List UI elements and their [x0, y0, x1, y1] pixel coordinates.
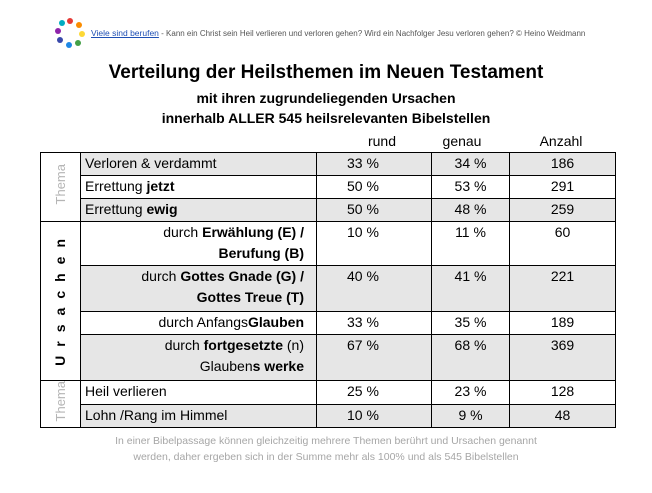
cell-anzahl: 221	[510, 266, 616, 312]
cell-genau: 9 %	[432, 404, 510, 428]
cell-genau: 68 %	[432, 335, 510, 381]
row-label: Errettung ewig	[81, 199, 317, 222]
cell-genau: 53 %	[432, 176, 510, 199]
row-label: Heil verlieren	[81, 381, 317, 405]
table-row	[41, 381, 616, 405]
table-row	[41, 176, 616, 199]
table-row	[41, 312, 616, 335]
cell-genau: 34 %	[432, 153, 510, 176]
brand-link[interactable]: Viele sind berufen	[91, 28, 159, 38]
cell-rund: 10 %	[317, 404, 432, 428]
col-header-anzahl: Anzahl	[539, 133, 583, 149]
cell-rund: 40 %	[317, 266, 432, 312]
footnote-line-1: In einer Bibelpassage können gleichzeitig mehrere Themen berührt und Ursachen genannt	[115, 435, 537, 447]
row-label: durch Erwählung (E) / Berufung (B)	[81, 222, 317, 266]
logo-people-circle-icon	[55, 18, 85, 48]
row-label: Lohn /Rang im Himmel	[81, 404, 317, 428]
cell-rund: 50 %	[317, 176, 432, 199]
cell-anzahl: 259	[510, 199, 616, 222]
cell-rund: 33 %	[317, 312, 432, 335]
cell-genau: 48 %	[432, 199, 510, 222]
table-row	[41, 404, 616, 428]
subtitle-1: mit ihren zugrundeliegenden Ursachen	[196, 90, 456, 106]
footnote-line-2: werden, daher ergeben sich in der Summe mehr als 100% und als 545 Bibelstellen	[133, 451, 519, 463]
col-header-rund: rund	[367, 133, 397, 149]
row-label: Verloren & verdammt	[81, 153, 317, 176]
side-label-ursachen: Ursachen	[41, 222, 81, 381]
cell-anzahl: 189	[510, 312, 616, 335]
cell-anzahl: 291	[510, 176, 616, 199]
cell-anzahl: 128	[510, 381, 616, 405]
header	[55, 16, 585, 50]
table-row	[41, 266, 616, 312]
cell-anzahl: 60	[510, 222, 616, 266]
row-label: durch AnfangsGlauben	[81, 312, 317, 335]
row-label: durch Gottes Gnade (G) / Gottes Treue (T)	[81, 266, 317, 312]
side-label-thema-bottom: Thema	[41, 381, 81, 428]
cell-genau: 35 %	[432, 312, 510, 335]
distribution-table	[40, 152, 616, 428]
col-header-genau: genau	[442, 133, 482, 149]
cell-rund: 25 %	[317, 381, 432, 405]
cell-rund: 50 %	[317, 199, 432, 222]
table-row	[41, 222, 616, 266]
cell-rund: 67 %	[317, 335, 432, 381]
cell-genau: 41 %	[432, 266, 510, 312]
cell-genau: 23 %	[432, 381, 510, 405]
page-title: Verteilung der Heilsthemen im Neuen Testament	[108, 62, 544, 83]
table-row	[41, 199, 616, 222]
cell-anzahl: 369	[510, 335, 616, 381]
cell-anzahl: 186	[510, 153, 616, 176]
row-label: durch fortgesetzte (n) Glaubens werke	[81, 335, 317, 381]
footnote	[0, 433, 652, 465]
row-label: Errettung jetzt	[81, 176, 317, 199]
side-label-thema-top: Thema	[41, 153, 81, 222]
cell-anzahl: 48	[510, 404, 616, 428]
cell-rund: 10 %	[317, 222, 432, 266]
subtitle-2: innerhalb ALLER 545 heilsrelevanten Bibelstellen	[161, 110, 491, 126]
cell-genau: 11 %	[432, 222, 510, 266]
cell-rund: 33 %	[317, 153, 432, 176]
table-row	[41, 153, 616, 176]
table-row	[41, 335, 616, 381]
header-tagline: - Kann ein Christ sein Heil verlieren und verloren gehen? Wird ein Nachfolger Jesu verloren gehen? © Heino Weidmann	[161, 29, 586, 38]
